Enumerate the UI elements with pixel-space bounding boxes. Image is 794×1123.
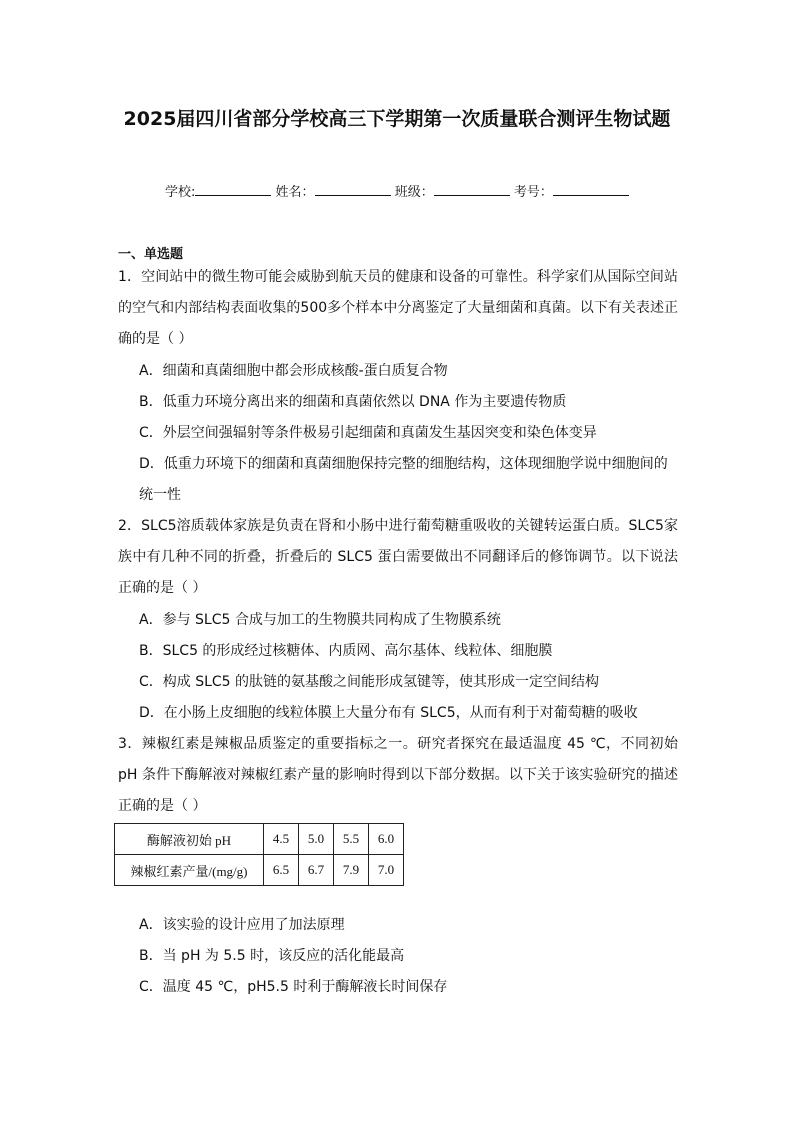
table-row [115,855,404,886]
question-1-option-d: D．低重力环境下的细菌和真菌细胞保持完整的细胞结构，这体现细胞学说中细胞间的统一性 [139,456,668,503]
table-cell: 7.0 [369,855,404,886]
name-blank[interactable] [315,183,391,196]
ph-yield-table [114,823,404,886]
class-blank[interactable] [434,183,510,196]
school-blank[interactable] [195,183,271,196]
question-2-stem: 2．SLC5溶质载体家族是负责在肾和小肠中进行葡萄糖重吸收的关键转运蛋白质。SLC5家族中有几种不同的折叠，折叠后的 SLC5 蛋白需要做出不同翻译后的修饰调节。以下说法正确的是（ ） [118,518,678,596]
table-cell: 7.9 [334,855,369,886]
question-1-stem: 1．空间站中的微生物可能会威胁到航天员的健康和设备的可靠性。科学家们从国际空间站的空气和内部结构表面收集的500多个样本中分离鉴定了大量细菌和真菌。以下有关表述正确的是（ ） [118,269,678,347]
table-cell: 5.5 [334,824,369,855]
school-label: 学校: [165,185,196,200]
name-label: 姓名： [275,185,315,200]
question-3-option-b: B．当 pH 为 5.5 时，该反应的活化能最高 [139,948,405,964]
table-cell: 5.0 [299,824,334,855]
class-label: 班级： [394,185,434,200]
question-1-option-c: C．外层空间强辐射等条件极易引起细菌和真菌发生基因突变和染色体变异 [139,425,597,441]
question-3-option-a: A．该实验的设计应用了加法原理 [139,917,345,933]
question-1-option-a: A．细菌和真菌细胞中都会形成核酸-蛋白质复合物 [139,363,448,379]
table-cell: 4.5 [264,824,299,855]
exam-number-blank[interactable] [553,183,629,196]
table-header-ph: 酶解液初始 pH [115,824,264,855]
question-3-stem: 3．辣椒红素是辣椒品质鉴定的重要指标之一。研究者探究在最适温度 45 ℃，不同初始 pH 条件下酶解液对辣椒红素产量的影响时得到以下部分数据。以下关于该实验研究的描述正确的是（ ） [118,736,678,814]
table-row [115,824,404,855]
question-2-option-c: C．构成 SLC5 的肽链的氨基酸之间能形成氢键等，使其形成一定空间结构 [139,674,600,690]
table-cell: 6.0 [369,824,404,855]
table-cell: 6.7 [299,855,334,886]
question-2-option-b: B．SLC5 的形成经过核糖体、内质网、高尔基体、线粒体、细胞膜 [139,643,553,659]
student-info-line [165,181,629,200]
question-2-option-a: A．参与 SLC5 合成与加工的生物膜共同构成了生物膜系统 [139,612,501,628]
question-1-option-b: B．低重力环境分离出来的细菌和真菌依然以 DNA 作为主要遗传物质 [139,394,567,410]
table-cell: 6.5 [264,855,299,886]
exam-title: 2025届四川省部分学校高三下学期第一次质量联合测评生物试题 [123,108,671,130]
exam-number-label: 考号： [513,185,553,200]
section-heading: 一、单选题 [118,247,184,262]
question-2-option-d: D．在小肠上皮细胞的线粒体膜上大量分布有 SLC5，从而有利于对葡萄糖的吸收 [139,705,638,721]
question-3-option-c: C．温度 45 ℃，pH5.5 时利于酶解液长时间保存 [139,979,448,995]
table-header-yield: 辣椒红素产量/(mg/g) [115,855,264,886]
